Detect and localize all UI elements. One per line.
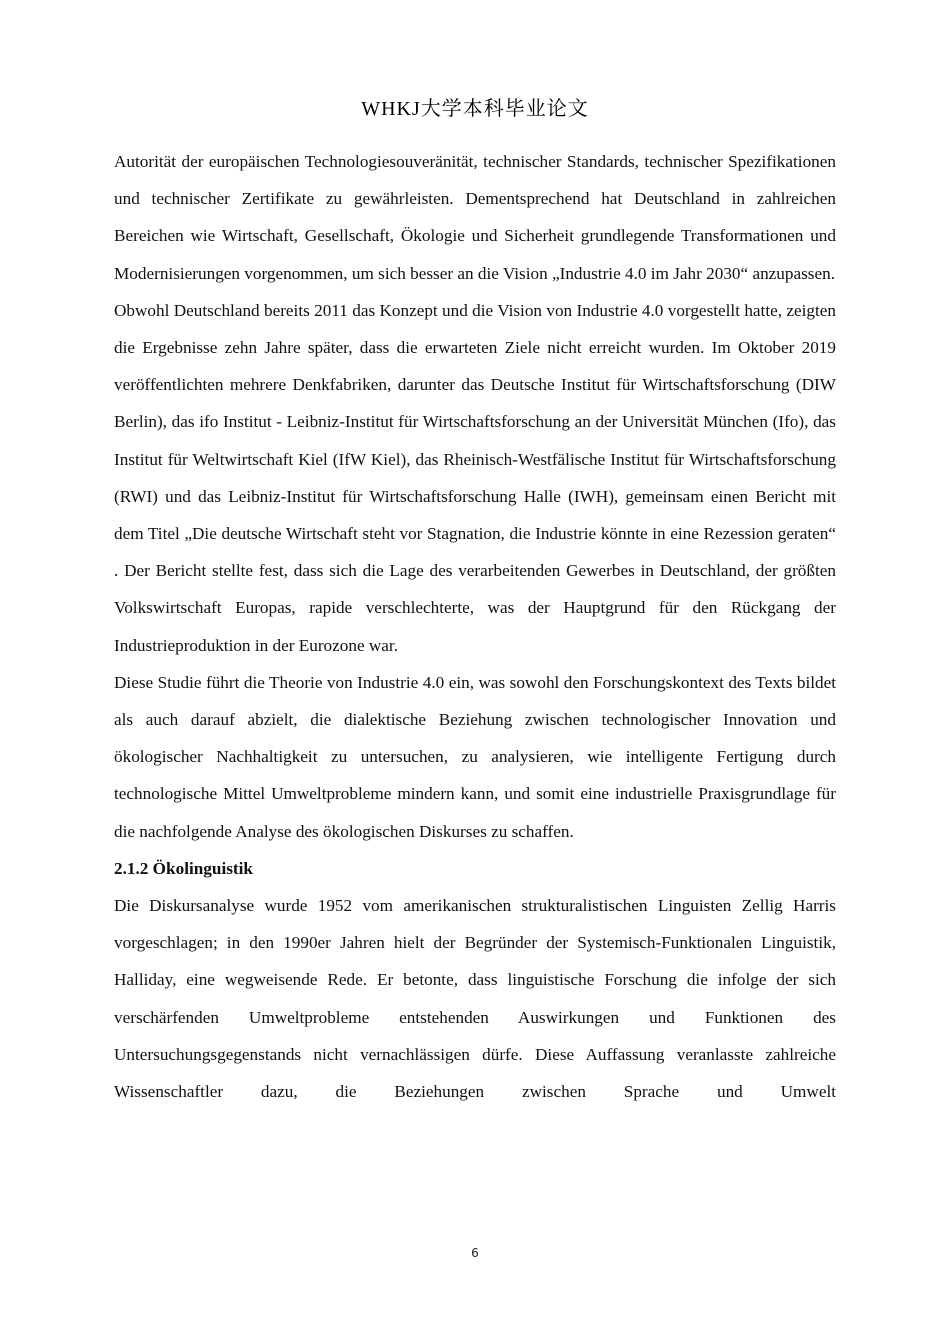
body-text bbox=[114, 143, 836, 1110]
section-heading: 2.1.2 Ökolinguistik bbox=[114, 858, 253, 878]
paragraph: Obwohl Deutschland bereits 2011 das Konzept und die Vision von Industrie 4.0 vorgestellt hatte, zeigten die Ergebnisse zehn Jahre später, dass die erwarteten Ziele nicht erreicht wurden. Im Oktober 2019 veröffentlichten mehrere Denkfabriken, darunter das Deutsche Institut für Wirtschaftsforschung (DIW Berlin), das ifo Institut - Leibniz-Institut für Wirtschaftsforschung an der Universität München (Ifo), das Institut für Weltwirtschaft Kiel (IfW Kiel), das Rheinisch-Westfälische Institut für Wirtschaftsforschung (RWI) und das Leibniz-Institut für Wirtschaftsforschung Halle (IWH), gemeinsam einen Bericht mit dem Titel „Die deutsche Wirtschaft steht vor Stagnation, die Industrie könnte in eine Rezession geraten“ . Der Bericht stellte fest, dass sich die Lage des verarbeitenden Gewerbes in Deutschland, der größten Volkswirtschaft Europas, rapide verschlechterte, was der Hauptgrund für den Rückgang der Industrieproduktion in der Eurozone war. bbox=[114, 300, 836, 655]
paragraph: Diese Studie führt die Theorie von Industrie 4.0 ein, was sowohl den Forschungskontext des Texts bildet als auch darauf abzielt, die dialektische Beziehung zwischen technologischer Innovation und ökologischer Nachhaltigkeit zu untersuchen, zu analysieren, wie intelligente Fertigung durch technologische Mittel Umweltprobleme mindern kann, und somit eine industrielle Praxisgrundlage für die nachfolgende Analyse des ökologischen Diskurses zu schaffen. bbox=[114, 672, 836, 841]
paragraph: Autorität der europäischen Technologiesouveränität, technischer Standards, technischer Spezifikationen und technischer Zertifikate zu gewährleisten. Dementsprechend hat Deutschland in zahlreichen Bereichen wie Wirtschaft, Gesellschaft, Ökologie und Sicherheit grundlegende Transformationen und Modernisierungen vorgenommen, um sich besser an die Vision „Industrie 4.0 im Jahr 2030“ anzupassen. bbox=[114, 152, 836, 283]
page-number: 6 bbox=[471, 1246, 479, 1260]
page-header: WHKJ大学本科毕业论文 bbox=[361, 98, 589, 120]
paragraph: Die Diskursanalyse wurde 1952 vom amerikanischen strukturalistischen Linguisten Zellig Harris vorgeschlagen; in den 1990er Jahren hielt der Begründer der Systemisch-Funktionalen Linguistik, Halliday, eine wegweisende Rede. Er betonte, dass linguistische Forschung die infolge der sich verschärfenden Umweltprobleme entstehenden Auswirkungen und Funktionen des Untersuchungsgegenstands nicht vernachlässigen dürfe. Diese Auffassung veranlasste zahlreiche Wissenschaftler dazu, die Beziehungen zwischen Sprache und Umwelt bbox=[114, 896, 836, 1102]
